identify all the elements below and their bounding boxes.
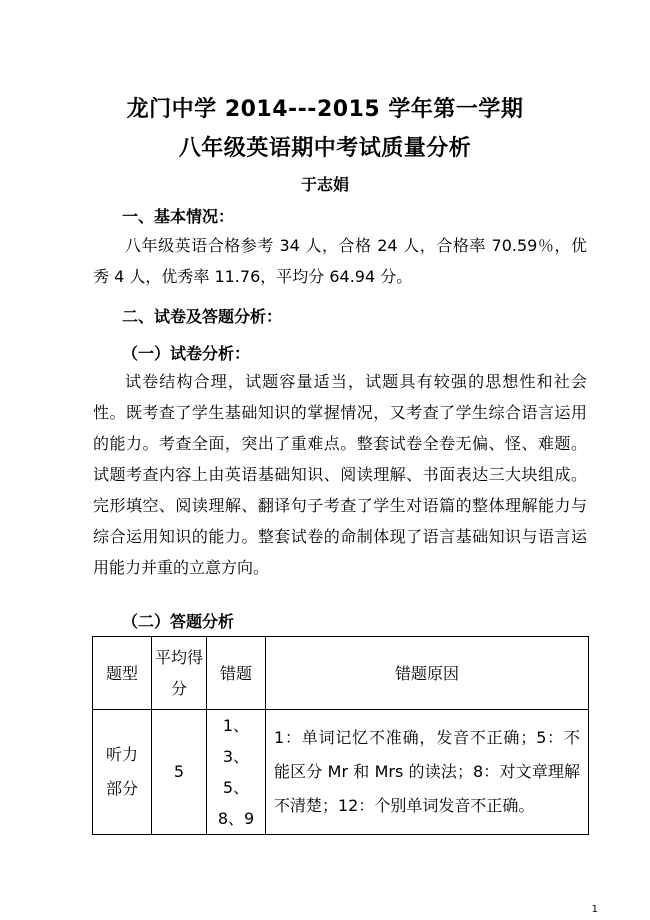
table-row <box>93 710 589 835</box>
document-title-line2: 八年级英语期中考试质量分析 <box>178 136 472 161</box>
section2-heading: 二、试卷及答题分析： <box>122 307 283 326</box>
author-name: 于志娟 <box>300 175 349 194</box>
cell-avg: 5 <box>152 710 207 835</box>
subsection2-heading: （二）答题分析 <box>122 612 235 631</box>
subsection1-text: 试卷结构合理，试题容量适当，试题具有较强的思想性和社会性。既考查了学生基础知识的掌握情况，又考查了学生综合语言运用的能力。考查全面，突出了重难点。整套试卷全卷无偏、怪、难题。试题考查内容上由英语基础知识、阅读理解、书面表达三大块组成。完形填空、阅读理解、翻译句子考查了学生对语篇的整体理解能力与综合运用知识的能力。整套试卷的命制体现了语言基础知识与语言运用能力并重的立意方向。 <box>93 372 587 577</box>
header-type: 题型 <box>93 637 152 710</box>
header-wrong: 错题 <box>207 637 266 710</box>
document-title-line1: 龙门中学 2014---2015 学年第一学期 <box>126 97 524 122</box>
table-header-row <box>93 637 589 710</box>
section1-text: 八年级英语合格参考 34 人，合格 24 人，合格率 70.59％，优秀 4 人，优秀率 11.76，平均分 64.94 分。 <box>93 236 587 286</box>
page-number: 1 <box>591 904 598 915</box>
subsection1-heading: （一）试卷分析： <box>122 344 251 363</box>
cell-wrong: 1、3、5、8、9 <box>207 710 266 835</box>
header-avg: 平均得分 <box>152 637 207 710</box>
cell-reason: 1：单词记忆不准确，发音不正确；5：不能区分 Mr 和 Mrs 的读法；8：对文章理解不清楚；12：个别单词发音不正确。 <box>266 710 589 835</box>
cell-type: 听力部分 <box>93 710 152 835</box>
section1-heading: 一、基本情况： <box>122 207 235 226</box>
header-reason: 错题原因 <box>266 637 589 710</box>
answer-analysis-table <box>92 636 589 835</box>
